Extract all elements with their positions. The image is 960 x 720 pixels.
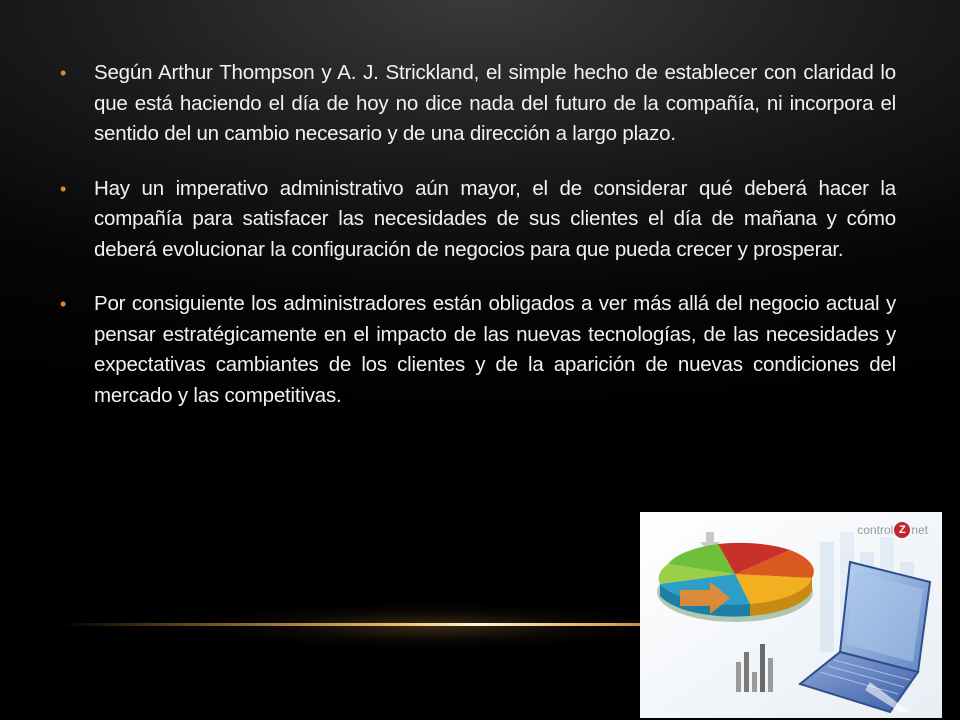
chart-laptop-illustration [640, 512, 942, 718]
bullet-text: Según Arthur Thompson y A. J. Strickland, el simple hecho de establecer con claridad lo que está haciendo el día de hoy no dice nada del futuro de la compañía, ni incorpora el sentido del un cambio necesario y de una dirección a largo plazo. [94, 61, 896, 145]
bullet-icon: • [60, 178, 67, 199]
bullet-item [58, 174, 896, 266]
bullet-icon: • [60, 294, 67, 314]
brand-text-left: control [857, 523, 894, 537]
bullet-text: Hay un imperativo administrativo aún mayor, el de considerar qué deberá hacer la compañía para satisfacer las necesidades de sus clientes el día de mañana y cómo deberá evolucionar la configuración de negocios para que pueda crecer y prosperar. [94, 176, 896, 261]
business-illustration-image [640, 512, 942, 718]
bullet-icon: • [60, 63, 67, 83]
brand-mark-icon: Z [894, 522, 910, 538]
bullet-text: Por consiguiente los administradores están obligados a ver más allá del negocio actual y pensar estratégicamente en el impacto de las nuevas tecnologías, de las necesidades y expectativas cambiantes de los clientes y de la aparición de nuevas condiciones del mercado y las competitivas. [94, 292, 896, 407]
bullet-list [58, 58, 896, 435]
pie-chart-graphic [657, 543, 814, 622]
brand-logo [857, 522, 928, 538]
bullet-item [58, 58, 896, 150]
bullet-item [58, 289, 896, 411]
brand-text-right: net [911, 523, 928, 537]
